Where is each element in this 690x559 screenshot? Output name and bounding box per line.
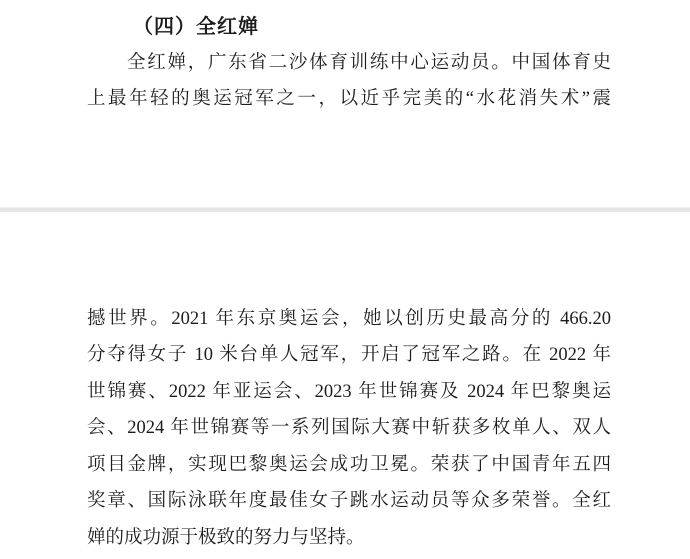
text-line: 分夺得女子 10 米台单人冠军，开启了冠军之路。在 2022 年: [87, 345, 611, 366]
text-line: 奖章、国际泳联年度最佳女子跳水运动员等众多荣誉。全红: [87, 491, 611, 512]
text-line: 会、2024 年世锦赛等一系列国际大赛中斩获多枚单人、双人: [87, 418, 611, 439]
paragraph-page-2: [87, 301, 611, 556]
section-heading: （四）全红婵: [133, 16, 259, 38]
text-line: 项目金牌，实现巴黎奥运会成功卫冕。荣获了中国青年五四: [87, 454, 611, 475]
text-line: 撼世界。2021 年东京奥运会，她以创历史最高分的 466.20: [87, 309, 611, 329]
text-line: 全红婵，广东省二沙体育训练中心运动员。中国体育史: [127, 53, 611, 73]
paragraph-page-1: [87, 45, 611, 118]
page-break-separator: [0, 207, 690, 212]
text-line: 上最年轻的奥运冠军之一，以近乎完美的“水花消失术”震: [87, 89, 611, 110]
text-line: 婵的成功源于极致的努力与坚持。: [87, 527, 365, 548]
text-line: 世锦赛、2022 年亚运会、2023 年世锦赛及 2024 年巴黎奥运: [87, 381, 611, 402]
